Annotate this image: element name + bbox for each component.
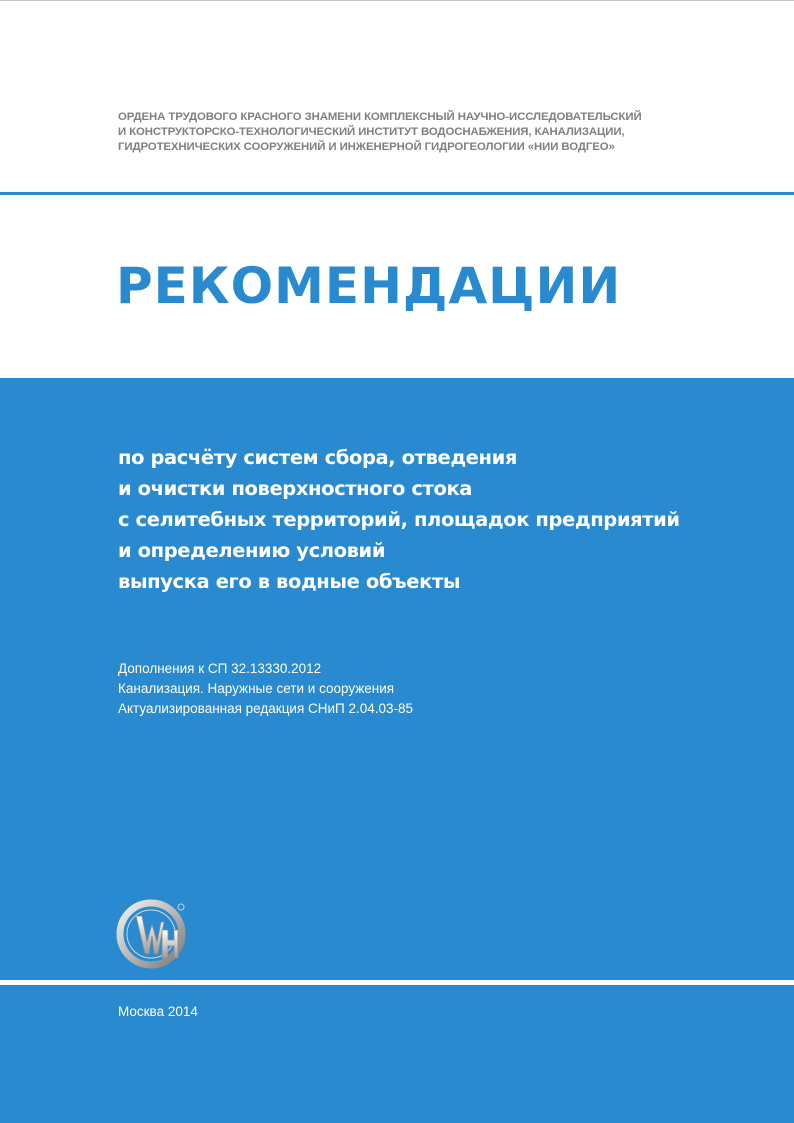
header-divider bbox=[0, 192, 794, 195]
subtitle-line-1: по расчёту систем сбора, отведения bbox=[118, 446, 517, 469]
vodgeo-logo-icon bbox=[114, 896, 190, 972]
institute-line-3: ГИДРОТЕХНИЧЕСКИХ СООРУЖЕНИЙ И ИНЖЕНЕРНОЙ ГИДРОГЕОЛОГИИ «НИИ ВОДГЕО» bbox=[118, 141, 615, 153]
institute-line-2: И КОНСТРУКТОРСКО-ТЕХНОЛОГИЧЕСКИЙ ИНСТИТУТ ВОДОСНАБЖЕНИЯ, КАНАЛИЗАЦИИ, bbox=[118, 126, 625, 138]
subtitle-line-3: с селитебных территорий, площадок предприятий bbox=[118, 508, 680, 531]
top-border-line bbox=[0, 0, 794, 1]
subtitle-line-5: выпуска его в водные объекты bbox=[118, 570, 461, 593]
supplement-line-2: Канализация. Наружные сети и сооружения bbox=[118, 681, 395, 696]
publication-place-year: Москва 2014 bbox=[118, 1004, 198, 1019]
supplement-line-1: Дополнения к СП 32.13330.2012 bbox=[118, 661, 322, 676]
subtitle-line-4: и определению условий bbox=[118, 539, 386, 562]
supplement-info bbox=[118, 659, 413, 719]
document-subtitle bbox=[118, 442, 680, 597]
document-title: РЕКОМЕНДАЦИИ bbox=[116, 257, 622, 315]
institute-name bbox=[118, 110, 778, 155]
subtitle-line-2: и очистки поверхностного стока bbox=[118, 477, 473, 500]
institute-line-1: ОРДЕНА ТРУДОВОГО КРАСНОГО ЗНАМЕНИ КОМПЛЕКСНЫЙ НАУЧНО-ИССЛЕДОВАТЕЛЬСКИЙ bbox=[118, 111, 642, 123]
supplement-line-3: Актуализированная редакция СНиП 2.04.03-85 bbox=[118, 701, 414, 716]
